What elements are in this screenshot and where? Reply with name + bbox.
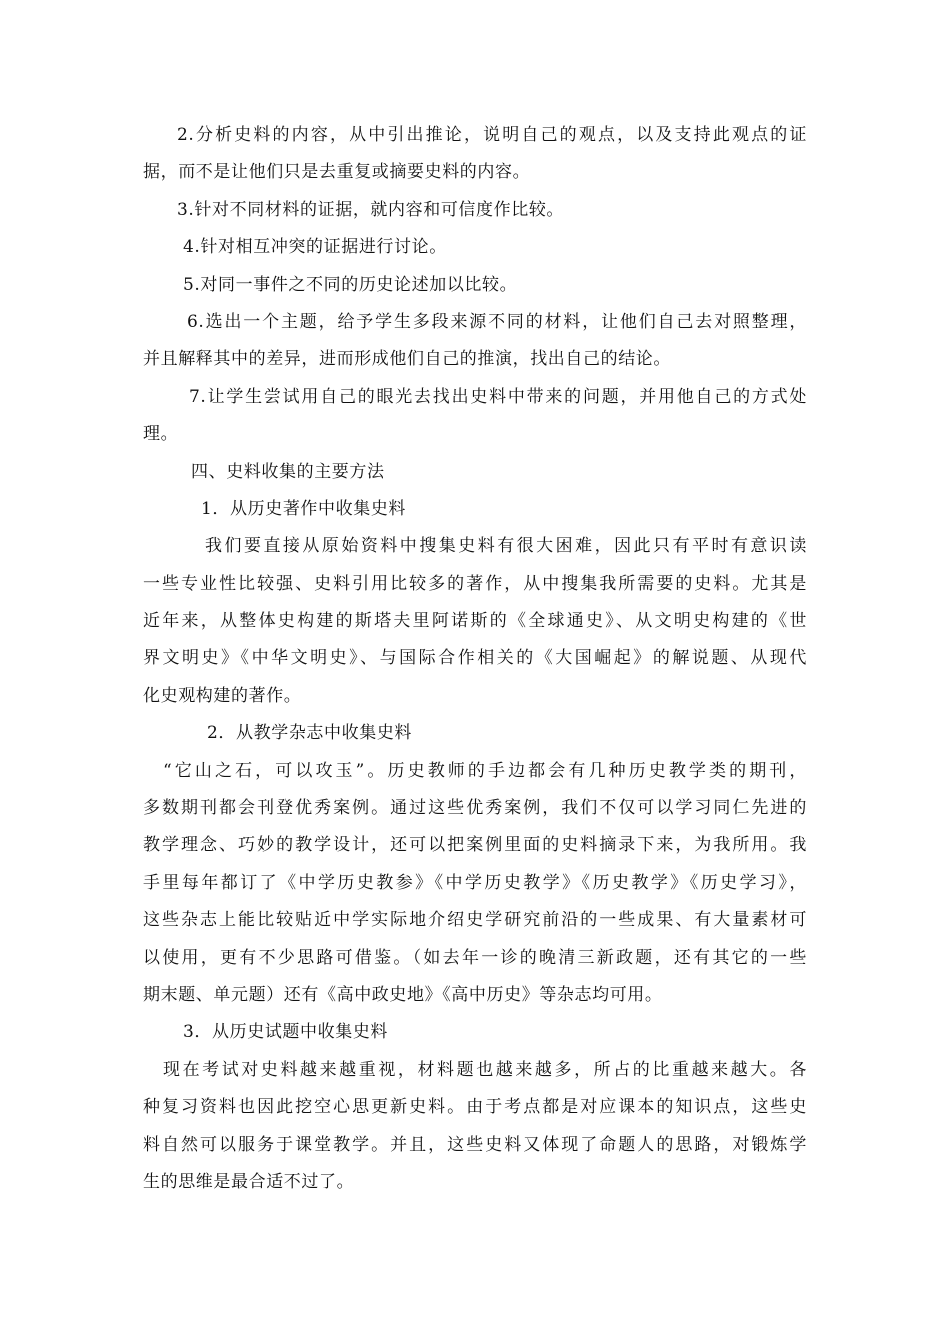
text-line-point-7: 7.让学生尝试用自己的眼光去找出史料中带来的问题，并用他自己的方式处: [189, 386, 807, 407]
subheading-2: 2．从教学杂志中收集史料: [207, 723, 413, 744]
text-line-point-6-cont: 并且解释其中的差异，进而形成他们自己的推演，找出自己的结论。: [143, 349, 671, 370]
paragraph-2-line-5: 这些杂志上能比较贴近中学实际地介绍史学研究前沿的一些成果、有大量素材可: [143, 910, 807, 931]
paragraph-3-line-4: 生的思维是最合适不过了。: [143, 1171, 355, 1192]
paragraph-3-line-3: 料自然可以服务于课堂教学。并且，这些史料又体现了命题人的思路，对锻炼学: [143, 1134, 807, 1155]
subheading-1: 1．从历史著作中收集史料: [201, 498, 407, 519]
paragraph-1-line-4: 界文明史》《中华文明史》、与国际合作相关的《大国崛起》的解说题、从现代: [143, 648, 807, 669]
text-line-point-2: 2.分析史料的内容，从中引出推论，说明自己的观点，以及支持此观点的证: [177, 125, 807, 145]
section-heading-4: 四、史料收集的主要方法: [191, 461, 385, 482]
paragraph-2-line-7: 期末题、单元题）还有《高中政史地》《高中历史》等杂志均可用。: [143, 984, 663, 1005]
paragraph-1-line-1: 我们要直接从原始资料中搜集史料有很大困难，因此只有平时有意识读: [205, 536, 807, 557]
paragraph-1-line-3: 近年来，从整体史构建的斯塔夫里阿诺斯的《全球通史》、从文明史构建的《世: [143, 611, 807, 632]
paragraph-2-line-1: “它山之石，可以攻玉”。历史教师的手边都会有几种历史教学类的期刊，: [163, 760, 807, 781]
document-page: [143, 117, 807, 1201]
paragraph-2-line-4: 手里每年都订了《中学历史教参》《中学历史教学》《历史教学》《历史学习》，: [143, 872, 807, 893]
text-line-point-2-cont: 据，而不是让他们只是去重复或摘要史料的内容。: [143, 162, 531, 183]
text-line-point-5: 5.对同一事件之不同的历史论述加以比较。: [183, 274, 518, 295]
text-line-point-4: 4.针对相互冲突的证据进行讨论。: [183, 237, 447, 258]
paragraph-3-line-2: 种复习资料也因此挖空心思更新史料。由于考点都是对应课本的知识点，这些史: [143, 1097, 807, 1118]
subheading-3: 3．从历史试题中收集史料: [183, 1022, 389, 1043]
paragraph-1-line-2: 一些专业性比较强、史料引用比较多的著作，从中搜集我所需要的史料。尤其是: [143, 573, 807, 594]
paragraph-2-line-3: 教学理念、巧妙的教学设计，还可以把案例里面的史料摘录下来，为我所用。我: [143, 835, 807, 856]
text-line-point-3: 3.针对不同材料的证据，就内容和可信度作比较。: [177, 199, 565, 220]
paragraph-2-line-2: 多数期刊都会刊登优秀案例。通过这些优秀案例，我们不仅可以学习同仁先进的: [143, 798, 807, 819]
text-line-point-6: 6.选出一个主题，给予学生多段来源不同的材料，让他们自己去对照整理，: [187, 311, 807, 332]
text-line-point-7-cont: 理。: [143, 424, 179, 445]
paragraph-2-line-6: 以使用，更有不少思路可借鉴。（如去年一诊的晚清三新政题，还有其它的一些: [143, 947, 807, 968]
paragraph-3-line-1: 现在考试对史料越来越重视，材料题也越来越多，所占的比重越来越大。各: [163, 1059, 807, 1080]
paragraph-1-line-5: 化史观构建的著作。: [143, 685, 302, 706]
